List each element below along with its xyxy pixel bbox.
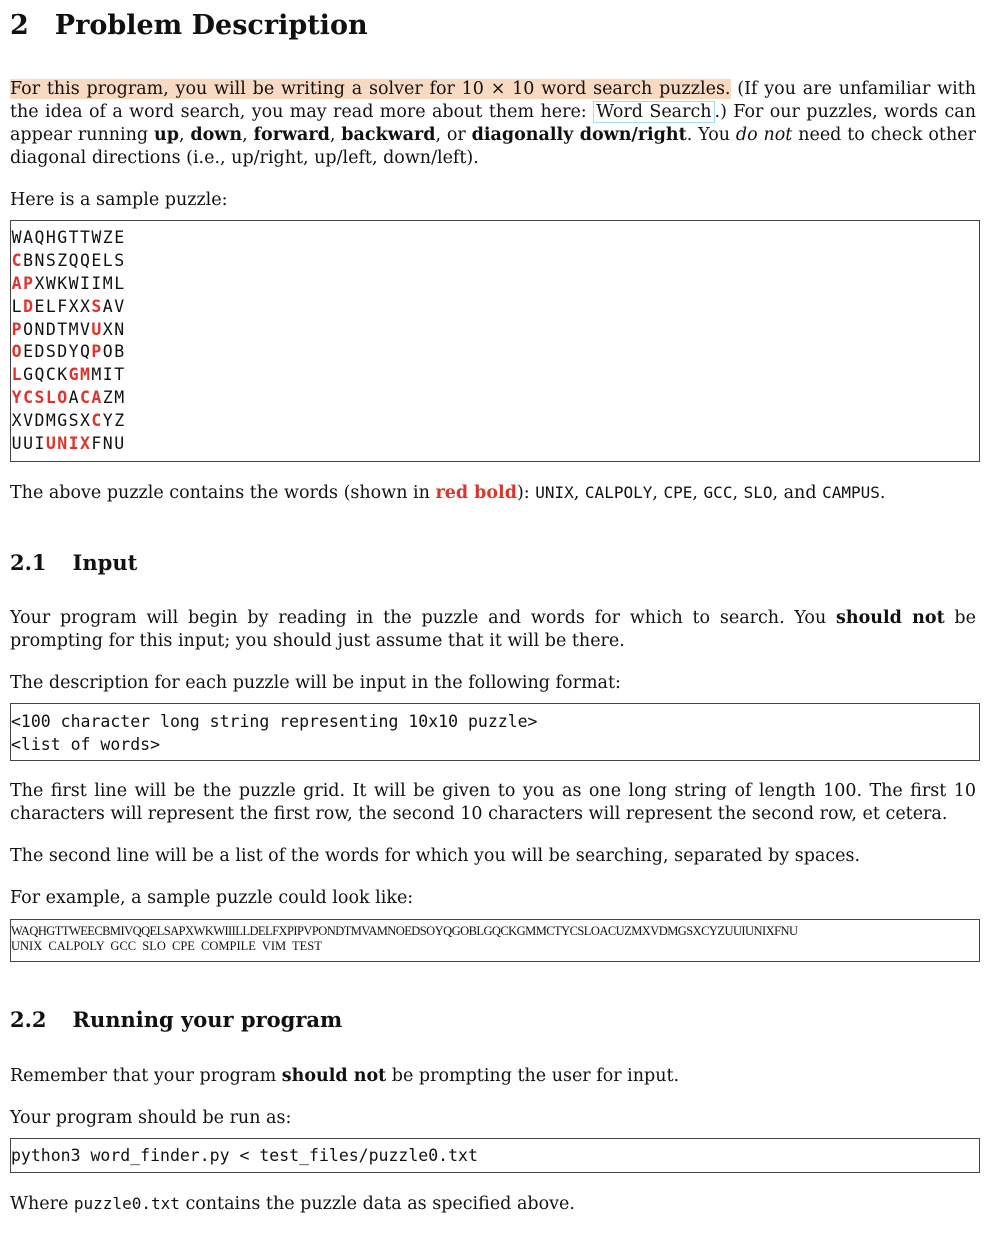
grid-row bbox=[11, 410, 979, 433]
grid-letter: M bbox=[102, 273, 113, 293]
grid-letter: G bbox=[57, 228, 68, 247]
run-command-box bbox=[10, 1138, 980, 1173]
grid-letter: S bbox=[45, 250, 56, 270]
word-calpoly: CALPOLY bbox=[584, 483, 653, 502]
grid-letter: S bbox=[45, 342, 56, 362]
running-paragraph-1: Remember that your program should not be prompting the user for input. bbox=[10, 1066, 680, 1086]
grid-letter: K bbox=[57, 365, 68, 385]
grid-letter: N bbox=[102, 434, 113, 454]
grid-letter: T bbox=[80, 228, 91, 247]
grid-letter: X bbox=[80, 296, 91, 316]
grid-row bbox=[11, 296, 979, 319]
grid-row bbox=[11, 319, 979, 342]
grid-letter: O bbox=[23, 319, 34, 339]
word-gcc: GCC bbox=[703, 483, 733, 502]
grid-letter: G bbox=[68, 365, 79, 385]
grid-letter: X bbox=[80, 411, 91, 431]
grid-letter: A bbox=[23, 228, 34, 247]
word-campus: CAMPUS bbox=[822, 483, 880, 502]
word-search-link[interactable]: Word Search bbox=[593, 101, 714, 123]
grid-row bbox=[11, 433, 979, 456]
grid-letter: Q bbox=[80, 342, 91, 362]
grid-letter: Z bbox=[102, 388, 113, 408]
input-paragraph-5: For example, a sample puzzle could look like: bbox=[10, 888, 414, 908]
run-command: python3 word_finder.py < test_files/puzzle0.txt bbox=[11, 1146, 478, 1165]
grid-row bbox=[11, 341, 979, 364]
grid-letter: A bbox=[11, 273, 22, 293]
grid-letter: L bbox=[11, 296, 22, 316]
grid-letter: B bbox=[114, 342, 125, 362]
grid-letter: X bbox=[34, 273, 45, 293]
grid-letter: N bbox=[34, 319, 45, 339]
grid-letter: W bbox=[91, 228, 102, 247]
input-section-title: Input bbox=[72, 550, 138, 575]
grid-letter: L bbox=[45, 388, 56, 408]
input-paragraph-1: Your program will begin by reading in the puzzle and words for which to search. You should not be prompting for this input; you should just assume that it will be there. bbox=[10, 608, 976, 651]
grid-row bbox=[11, 364, 979, 387]
format-line-2: <list of words> bbox=[11, 735, 161, 754]
grid-letter: L bbox=[45, 296, 56, 316]
sample-puzzle-grid bbox=[10, 220, 980, 462]
grid-letter: L bbox=[114, 273, 125, 293]
grid-letter: C bbox=[23, 388, 34, 408]
grid-letter: D bbox=[23, 296, 34, 316]
grid-row bbox=[11, 250, 979, 273]
grid-letter: O bbox=[11, 342, 22, 362]
grid-letter: A bbox=[68, 388, 79, 408]
grid-letter: Y bbox=[102, 411, 113, 431]
grid-letter: G bbox=[23, 365, 34, 385]
grid-letter: E bbox=[91, 250, 102, 270]
grid-letter: N bbox=[114, 319, 125, 339]
red-bold-label: red bold bbox=[435, 483, 517, 503]
grid-letter: S bbox=[34, 388, 45, 408]
grid-letter: X bbox=[11, 411, 22, 431]
grid-letter: E bbox=[34, 296, 45, 316]
grid-letter: M bbox=[45, 411, 56, 431]
sample-words-list: UNIX CALPOLY GCC SLO CPE COMPILE VIM TEST bbox=[11, 939, 322, 953]
grid-letter: X bbox=[68, 296, 79, 316]
grid-letter: B bbox=[23, 250, 34, 270]
grid-letter: Y bbox=[11, 388, 22, 408]
grid-letter: U bbox=[114, 434, 125, 454]
grid-letter: M bbox=[114, 388, 125, 408]
grid-letter: U bbox=[11, 434, 22, 454]
grid-letter: S bbox=[91, 296, 102, 316]
grid-letter: C bbox=[45, 365, 56, 385]
grid-letter: W bbox=[68, 273, 79, 293]
grid-letter: V bbox=[23, 411, 34, 431]
grid-letter: K bbox=[57, 273, 68, 293]
sample-input-box bbox=[10, 919, 980, 962]
format-line-1: <100 character long string representing 10x10 puzzle> bbox=[11, 712, 538, 731]
running-section-number: 2.2 bbox=[10, 1007, 47, 1032]
grid-rows bbox=[11, 227, 979, 456]
grid-letter: I bbox=[34, 434, 45, 454]
grid-letter: D bbox=[34, 342, 45, 362]
grid-letter: I bbox=[91, 273, 102, 293]
grid-letter: S bbox=[114, 250, 125, 270]
grid-letter: P bbox=[23, 273, 34, 293]
grid-letter: O bbox=[57, 388, 68, 408]
grid-letter: T bbox=[57, 319, 68, 339]
grid-letter: Q bbox=[34, 228, 45, 247]
grid-letter: F bbox=[57, 296, 68, 316]
grid-letter: M bbox=[80, 365, 91, 385]
grid-letter: I bbox=[102, 365, 113, 385]
sample-puzzle-intro: Here is a sample puzzle: bbox=[10, 190, 228, 210]
grid-letter: L bbox=[11, 365, 22, 385]
grid-letter: D bbox=[34, 411, 45, 431]
grid-letter: W bbox=[11, 228, 22, 247]
grid-row bbox=[11, 387, 979, 410]
intro-paragraph: For this program, you will be writing a solver for 10 × 10 word search puzzles. (If you are unfamiliar with the idea of a word search, you may read more about them here: Word Search .) For our puzzles, words can appear running up, down, forward, backward, or diagonally down/right. You do not need to check other diagonal directions (i.e., up/right, up/left, down/left). bbox=[10, 79, 977, 168]
word-unix: UNIX bbox=[535, 483, 574, 502]
grid-letter: Q bbox=[80, 250, 91, 270]
grid-letter: T bbox=[114, 365, 125, 385]
grid-letter: Z bbox=[102, 228, 113, 247]
word-slo: SLO bbox=[743, 483, 773, 502]
grid-letter: C bbox=[11, 250, 22, 270]
puzzle-file-name: puzzle0.txt bbox=[73, 1194, 180, 1213]
grid-letter: T bbox=[68, 228, 79, 247]
grid-letter: Q bbox=[34, 365, 45, 385]
grid-letter: Y bbox=[68, 342, 79, 362]
grid-row bbox=[11, 227, 979, 250]
grid-letter: G bbox=[57, 411, 68, 431]
grid-row bbox=[11, 273, 979, 296]
running-heading bbox=[10, 1006, 342, 1034]
grid-letter: O bbox=[102, 342, 113, 362]
grid-letter: M bbox=[68, 319, 79, 339]
grid-letter: D bbox=[45, 319, 56, 339]
grid-letter: Z bbox=[57, 250, 68, 270]
grid-letter: W bbox=[45, 273, 56, 293]
section-heading bbox=[10, 8, 368, 44]
input-section-number: 2.1 bbox=[10, 550, 47, 575]
grid-letter: X bbox=[80, 434, 91, 454]
input-paragraph-4: The second line will be a list of the words for which you will be searching, separated by spaces. bbox=[10, 846, 861, 866]
running-section-title: Running your program bbox=[72, 1007, 343, 1032]
section-title: Problem Description bbox=[54, 10, 368, 41]
input-paragraph-2: The description for each puzzle will be input in the following format: bbox=[10, 673, 621, 693]
grid-letter: L bbox=[102, 250, 113, 270]
grid-letter: S bbox=[68, 411, 79, 431]
grid-letter: A bbox=[91, 388, 102, 408]
running-paragraph-2: Your program should be run as: bbox=[10, 1108, 292, 1128]
grid-letter: A bbox=[102, 296, 113, 316]
sample-grid-string: WAQHGTTWEECBMIVQQELSAPXWKWIIILLDELFXPIPVPONDTMVAMNOEDSOYQGOBLGQCKGMMCTYCSLOACUZMXVDMGSXCYZUUIUNIXFNU bbox=[11, 924, 798, 938]
found-words-sentence: The above puzzle contains the words (shown in red bold): UNIX, CALPOLY, CPE, GCC, SLO, and CAMPUS. bbox=[10, 483, 886, 503]
grid-letter: C bbox=[91, 411, 102, 431]
grid-letter: D bbox=[57, 342, 68, 362]
grid-letter: I bbox=[80, 273, 91, 293]
grid-letter: H bbox=[45, 228, 56, 247]
grid-letter: P bbox=[91, 342, 102, 362]
grid-letter: I bbox=[68, 434, 79, 454]
grid-letter: M bbox=[91, 365, 102, 385]
grid-letter: E bbox=[23, 342, 34, 362]
highlighted-sentence: For this program, you will be writing a solver for 10 × 10 word search puzzles. bbox=[10, 79, 731, 99]
grid-letter: U bbox=[45, 434, 56, 454]
grid-letter: U bbox=[23, 434, 34, 454]
word-cpe: CPE bbox=[663, 483, 693, 502]
grid-letter: F bbox=[91, 434, 102, 454]
grid-letter: Z bbox=[114, 411, 125, 431]
input-paragraph-3: The first line will be the puzzle grid. It will be given to you as one long string of length 100. The first 10 characters will represent the first row, the second 10 characters will represent the second row, et cetera. bbox=[10, 781, 976, 824]
grid-letter: E bbox=[114, 228, 125, 247]
section-number: 2 bbox=[10, 10, 29, 41]
grid-letter: V bbox=[114, 296, 125, 316]
running-paragraph-3: Where puzzle0.txt contains the puzzle data as specified above. bbox=[10, 1194, 575, 1214]
grid-letter: U bbox=[91, 319, 102, 339]
grid-letter: N bbox=[57, 434, 68, 454]
grid-letter: X bbox=[102, 319, 113, 339]
grid-letter: P bbox=[11, 319, 22, 339]
grid-letter: N bbox=[34, 250, 45, 270]
grid-letter: V bbox=[80, 319, 91, 339]
grid-letter: Q bbox=[68, 250, 79, 270]
input-heading bbox=[10, 549, 137, 577]
input-format-box bbox=[10, 703, 980, 761]
grid-letter: C bbox=[80, 388, 91, 408]
